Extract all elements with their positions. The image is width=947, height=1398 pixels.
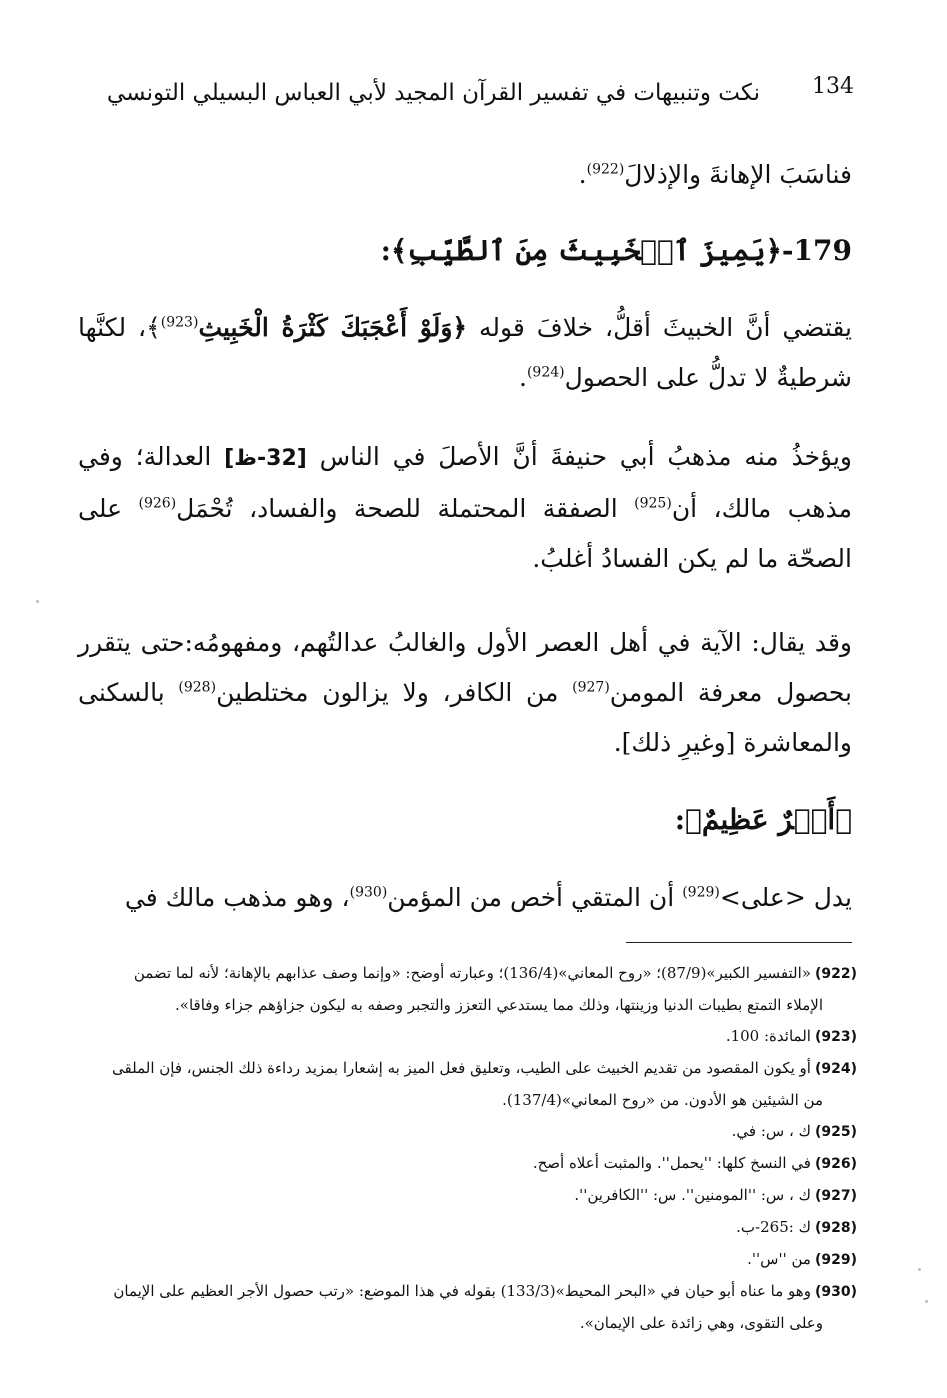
footnote-ref-927[interactable]: (927): [572, 679, 610, 696]
main-text: [78, 150, 852, 200]
footnote-ref-924[interactable]: (924): [526, 364, 565, 381]
footnote-925: (925)ك ، س: في.: [731, 1122, 857, 1140]
paragraph-927: وقد يقال: الآية في أهل العصر الأول والغالبُ عدالتُهم، ومفهومُه:حتى يتقرر بحصول معرفة المومن$^{(927)}$ من الكافر، ولا يزالون مختلطين$^{(928)}$ بالسكنى والمعاشرة [وغيرِ ذلك].: [78, 628, 852, 757]
footnote-ref-922[interactable]: (922): [586, 161, 625, 178]
scan-speck: [918, 1268, 921, 1271]
footnote-ref-930[interactable]: (930): [349, 884, 388, 901]
quran-verse: ﴿أَجۡرٌ عَظِيمٌ﴾: [685, 803, 852, 836]
footnote-924-continued: من الشيئين هو الأدون. من «روح المعاني»(137/4).: [502, 1091, 823, 1109]
page-header: [106, 72, 854, 112]
heading-179: 179-﴿يَمِيزَ ٱلۡخَبِيثَ مِنَ ٱلطَّيِّبِ﴾:: [380, 234, 852, 267]
footnote-924: (924)أو يكون المقصود من تقديم الخبيث على الطيب، وتعليق فعل الميز به إشعارا بمزيد رداءة ذلك الجنس، فإن الملقى: [112, 1059, 857, 1077]
footnote-ref-929[interactable]: (929): [682, 884, 720, 901]
scan-speck: [925, 1300, 928, 1303]
paragraph-923: يقتضي أنَّ الخبيثَ أقلُّ، خلافَ قوله ﴿وَلَوْ أَعْجَبَكَ كَثْرَةُ الْخَبِيثِ$^{(923)}$﴾، لكنَّها شرطيةٌ لا تدلُّ على الحصول$^{(924)}$.: [78, 313, 853, 392]
footnote-ref-923[interactable]: (923): [160, 314, 199, 331]
running-title: نكت وتنبيهات في تفسير القرآن المجيد لأبي العباس البسيلي التونسي: [106, 80, 760, 106]
footnote-ref-928[interactable]: (928): [178, 679, 217, 696]
scan-speck: [36, 600, 39, 603]
footnote-922: (922)«التفسير الكبير»(87/9)؛ «روح المعاني»(136/4)؛ وعبارته أوضح: «وإنما وصف عذابهم بالإهانة؛ لأنه لما تضمن: [133, 964, 857, 982]
paragraph-929: يدل <على>$^{(929)}$ أن المتقي أخص من المؤمن$^{(930)}$، وهو مذهب مالك في: [124, 883, 852, 912]
footnote-ref-925[interactable]: (925): [634, 495, 672, 512]
footnote-928: (928)ك :265-ب.: [736, 1218, 857, 1236]
paragraph-925: ويؤخذُ منه مذهبُ أبي حنيفةَ أنَّ الأصلَ في الناس [32-ظ] العدالة؛ وفي مذهب مالك، أن$^{(925)}$ الصفقة المحتملة للصحة والفساد، تُحْمَل$^{(926)}$ على الصحّة ما لم يكن الفسادُ أغلبُ.: [78, 442, 853, 573]
footnote-922-continued: الإملاء التمتع بطيبات الدنيا وزينتها، وذلك مما يستدعي التعزز والتجبر وصفه به ليكون جزاؤهم جزاء وفاقا».: [175, 996, 823, 1014]
paragraph-922: فناسَبَ الإهانةَ والإذلالَ$^{(922)}$.: [578, 160, 852, 189]
footnote-929: (929)من ''س''.: [747, 1250, 857, 1268]
footnote-ref-926[interactable]: (926): [138, 495, 177, 512]
footnote-930: (930)وهو ما عناه أبو حيان في «البحر المحيط»(133/3) بقوله في هذا الموضع: «رتب حصول الأجر العظيم على الإيمان: [113, 1282, 857, 1300]
heading-ajr-azim: ﴿أَجۡرٌ عَظِيمٌ﴾:: [674, 803, 852, 836]
quran-verse: ﴿يَمِيزَ ٱلۡخَبِيثَ مِنَ ٱلطَّيِّبِ﴾: [390, 234, 782, 267]
footnote-927: (927)ك ، س: ''المومنين''. س: ''الكافرين''.: [574, 1186, 857, 1204]
footnote-926: (926)في النسخ كلها: ''يحمل''. والمثبت أعلاه أصح.: [532, 1154, 857, 1172]
footnote-923: (923)المائدة: 100.: [725, 1027, 857, 1045]
manuscript-folio-marker: [32-ظ]: [224, 446, 307, 471]
footnote-separator: [626, 942, 852, 943]
quran-quote: ﴿وَلَوْ أَعْجَبَكَ كَثْرَةُ الْخَبِيثِ: [198, 313, 468, 342]
footnote-930-continued: وعلى التقوى، وهي زائدة على الإيمان».: [579, 1314, 823, 1332]
verse-number: 179-: [781, 234, 852, 267]
footnotes: [80, 958, 857, 1339]
page-number: 134: [812, 74, 854, 99]
